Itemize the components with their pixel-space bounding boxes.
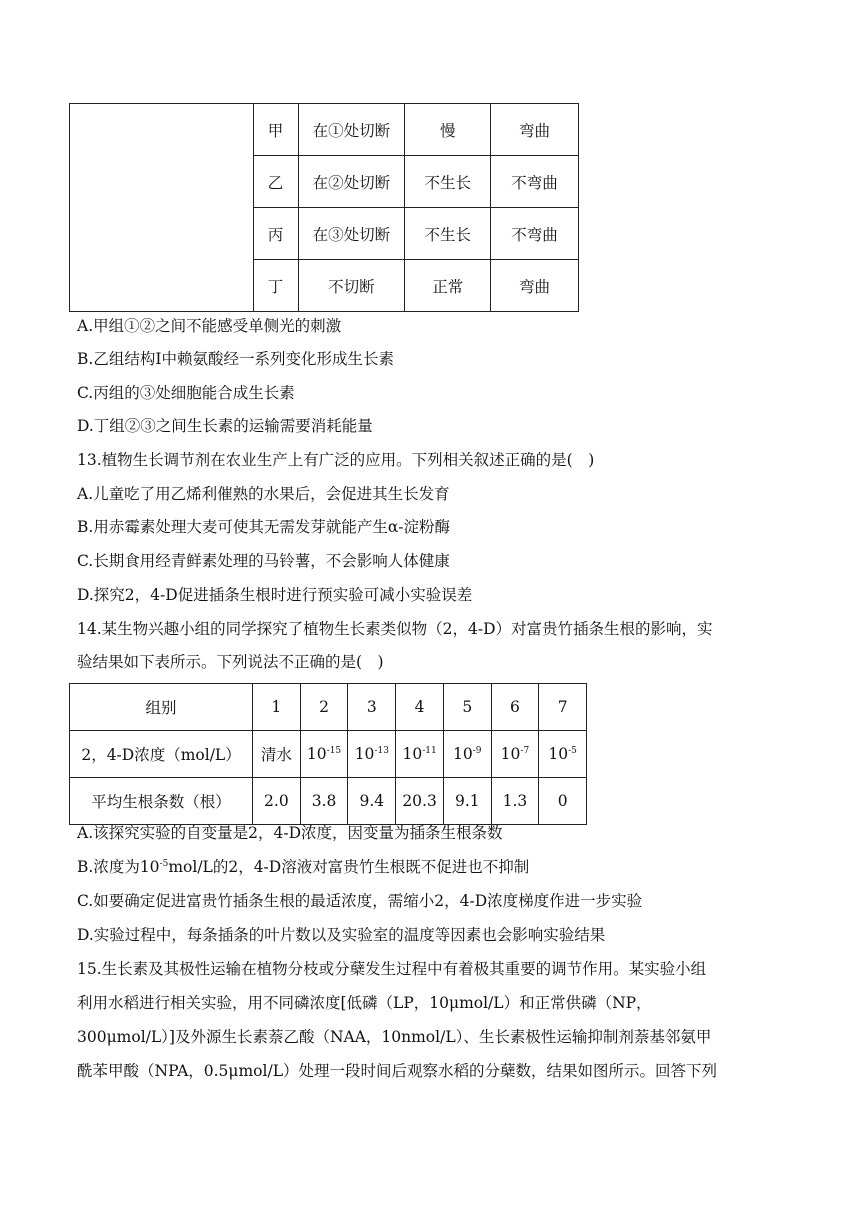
q13-option-c: C.长期食用经青鲜素处理的马铃薯，不会影响人体健康 xyxy=(77,552,450,570)
q14-stem-line1: 14.某生物兴趣小组的同学探究了植物生长素类似物（2，4-D）对富贵竹插条生根的影响，实 xyxy=(77,620,713,638)
bend-cell: 不弯曲 xyxy=(491,208,579,260)
data-table xyxy=(69,683,587,825)
conc-cell xyxy=(300,731,348,778)
roots-cell: 1.3 xyxy=(491,778,539,825)
conc-label-cell: 2，4-D浓度（mol/L） xyxy=(70,731,253,778)
conc-base: 10 xyxy=(306,745,327,763)
table-row xyxy=(70,684,587,731)
conc-exponent: -15 xyxy=(326,746,342,756)
group-cell: 丙 xyxy=(253,208,298,260)
table-row xyxy=(70,778,587,825)
conc-exponent: -11 xyxy=(422,746,437,756)
group-number-cell: 5 xyxy=(443,684,491,731)
treatment-cell: 在②处切断 xyxy=(298,156,405,208)
diagram-placeholder-cell xyxy=(70,104,254,312)
treatment-cell: 在③处切断 xyxy=(298,208,405,260)
treatment-cell: 不切断 xyxy=(298,260,405,312)
q14-option-a: A.该探究实验的自变量是2，4-D浓度，因变量为插条生根条数 xyxy=(77,824,503,842)
table-row xyxy=(70,731,587,778)
conc-cell: 清水 xyxy=(253,731,301,778)
group-cell: 丁 xyxy=(253,260,298,312)
conc-cell xyxy=(348,731,396,778)
conc-base: 10 xyxy=(354,745,375,763)
q12-option-d: D.丁组②③之间生长素的运输需要消耗能量 xyxy=(77,417,373,435)
experiment-table xyxy=(69,103,579,312)
q14-option-b-post: mol/L的2，4-D溶液对富贵竹生根既不促进也不抑制 xyxy=(168,858,530,876)
q14-option-c: C.如要确定促进富贵竹插条生根的最适浓度，需缩小2，4-D浓度梯度作进一步实验 xyxy=(77,892,643,910)
group-number-cell: 4 xyxy=(396,684,444,731)
conc-cell xyxy=(539,731,587,778)
treatment-cell: 在①处切断 xyxy=(298,104,405,156)
conc-cell xyxy=(396,731,444,778)
conc-exponent: -13 xyxy=(374,746,389,756)
bend-cell: 弯曲 xyxy=(491,104,579,156)
q14-option-b-exponent: -5 xyxy=(159,859,169,869)
q13-stem: 13.植物生长调节剂在农业生产上有广泛的应用。下列相关叙述正确的是( ) xyxy=(77,451,595,469)
roots-cell: 20.3 xyxy=(396,778,444,825)
roots-cell: 2.0 xyxy=(253,778,301,825)
q12-option-b: B.乙组结构Ⅰ中赖氨酸经一系列变化形成生长素 xyxy=(77,350,394,368)
group-number-cell: 2 xyxy=(300,684,348,731)
q13-option-a: A.儿童吃了用乙烯利催熟的水果后，会促进其生长发育 xyxy=(77,485,450,503)
roots-cell: 3.8 xyxy=(300,778,348,825)
q14-option-b xyxy=(77,857,529,880)
roots-cell: 9.4 xyxy=(348,778,396,825)
q15-line1: 15.生长素及其极性运输在植物分枝或分蘖发生过程中有着极其重要的调节作用。某实验小组 xyxy=(77,960,707,978)
conc-base: 10 xyxy=(453,745,473,763)
q14-option-b-pre: B.浓度为10 xyxy=(77,858,160,876)
q14-option-d: D.实验过程中，每条插条的叶片数以及实验室的温度等因素也会影响实验结果 xyxy=(77,926,606,944)
growth-cell: 慢 xyxy=(405,104,491,156)
conc-exponent: -5 xyxy=(568,746,577,756)
conc-base: 10 xyxy=(500,745,521,763)
q13-option-b: B.用赤霉素处理大麦可使其无需发芽就能产生α-淀粉酶 xyxy=(77,518,451,536)
q13-option-d: D.探究2，4-D促进插条生根时进行预实验可减小实验误差 xyxy=(77,586,473,604)
conc-cell xyxy=(443,731,491,778)
conc-cell xyxy=(491,731,539,778)
group-cell: 甲 xyxy=(253,104,298,156)
conc-exponent: -7 xyxy=(520,746,530,756)
group-number-cell: 3 xyxy=(348,684,396,731)
q14-stem-line2: 验结果如下表所示。下列说法不正确的是( ) xyxy=(77,653,384,671)
q15-line3: 300μmol/L）]及外源生长素萘乙酸（NAA，10nmol/L）、生长素极性运输抑制剂萘基邻氨甲 xyxy=(77,1028,712,1046)
group-number-cell: 6 xyxy=(491,684,539,731)
roots-cell: 9.1 xyxy=(443,778,491,825)
q15-line2: 利用水稻进行相关实验，用不同磷浓度[低磷（LP，10μmol/L）和正常供磷（NP， xyxy=(77,994,652,1012)
table-row xyxy=(70,104,579,156)
conc-base: 10 xyxy=(548,745,569,763)
conc-exponent: -9 xyxy=(472,746,482,756)
growth-cell: 正常 xyxy=(405,260,491,312)
q15-line4: 酰苯甲酸（NPA，0.5μmol/L）处理一段时间后观察水稻的分蘖数，结果如图所示。回答下列 xyxy=(77,1062,717,1080)
q12-option-c: C.丙组的③处细胞能合成生长素 xyxy=(77,384,295,402)
group-number-cell: 7 xyxy=(539,684,587,731)
bend-cell: 弯曲 xyxy=(491,260,579,312)
growth-cell: 不生长 xyxy=(405,156,491,208)
roots-label-cell: 平均生根条数（根） xyxy=(70,778,253,825)
q12-option-a: A.甲组①②之间不能感受单侧光的刺激 xyxy=(77,317,342,335)
group-cell: 乙 xyxy=(253,156,298,208)
growth-cell: 不生长 xyxy=(405,208,491,260)
bend-cell: 不弯曲 xyxy=(491,156,579,208)
conc-base: 10 xyxy=(402,745,423,763)
roots-cell: 0 xyxy=(539,778,587,825)
group-number-cell: 1 xyxy=(253,684,301,731)
header-label-cell: 组别 xyxy=(70,684,253,731)
